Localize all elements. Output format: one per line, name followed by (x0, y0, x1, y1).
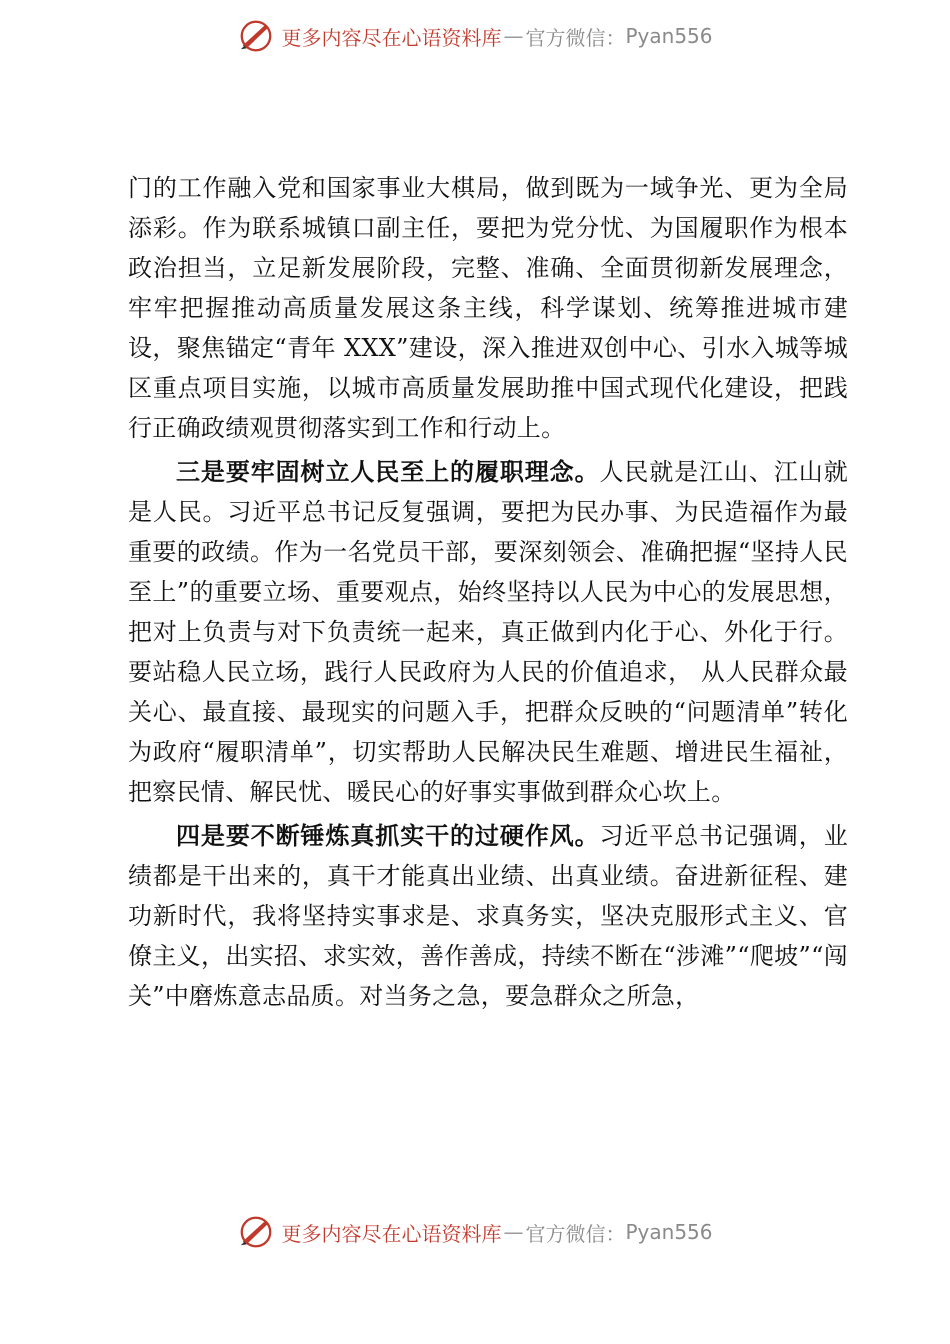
paragraph-3 (128, 816, 848, 1016)
paragraph-3-text: 习近平总书记强调，业绩都是干出来的，真干才能真出业绩、出真业绩。奋进新征程、建功新时代，我将坚持实事求是、求真务实，坚决克服形式主义、官僚主义，出实招、求实效，善作善成，持续不断在“涉滩”“爬坡”“闯关”中磨炼意志品质。对当务之急，要急群众之所急， (128, 822, 848, 1010)
header-wechat-id: Pyan556 (625, 24, 713, 48)
document-body (128, 168, 848, 1016)
footer-wechat-label: 官方微信： (525, 1221, 626, 1246)
footer-banner (0, 1210, 950, 1254)
header-text: 更多内容尽在心语资料库 (281, 25, 502, 50)
header-separator: — (503, 24, 524, 48)
paragraph-2 (128, 452, 848, 812)
footer-separator: — (503, 1220, 524, 1244)
paragraph-3-heading: 四是要不断锤炼真抓实干的过硬作风。 (176, 822, 600, 850)
pen-circle-logo-icon (237, 17, 275, 55)
header-wechat-label: 官方微信： (525, 25, 626, 50)
paragraph-2-heading: 三是要牢固树立人民至上的履职理念。 (176, 458, 600, 486)
footer-wechat-id: Pyan556 (625, 1220, 713, 1244)
footer-text: 更多内容尽在心语资料库 (281, 1221, 502, 1246)
pen-circle-logo-icon (237, 1213, 275, 1251)
paragraph-1: 门的工作融入党和国家事业大棋局，做到既为一域争光、更为全局添彩。作为联系城镇口副主任，要把为党分忧、为国履职作为根本政治担当，立足新发展阶段，完整、准确、全面贯彻新发展理念，牢牢把握推动高质量发展这条主线，科学谋划、统筹推进城市建设，聚焦锚定“青年 XXX”建设，深入推进双创中心、引水入城等城区重点项目实施，以城市高质量发展助推中国式现代化建设，把践行正确政绩观贯彻落实到工作和行动上。 (128, 174, 848, 442)
paragraph-2-text: 人民就是江山、江山就是人民。习近平总书记反复强调，要把为民办事、为民造福作为最重要的政绩。作为一名党员干部，要深刻领会、准确把握“坚持人民至上”的重要立场、重要观点，始终坚持以人民为中心的发展思想，把对上负责与对下负责统一起来，真正做到内化于心、外化于行。要站稳人民立场，践行人民政府为人民的价值追求， 从人民群众最关心、最直接、最现实的问题入手，把群众反映的“问题清单”转化为政府“履职清单”，切实帮助人民解决民生难题、增进民生福祉，把察民情、解民忧、暖民心的好事实事做到群众心坎上。 (128, 458, 848, 806)
header-banner (0, 14, 950, 58)
